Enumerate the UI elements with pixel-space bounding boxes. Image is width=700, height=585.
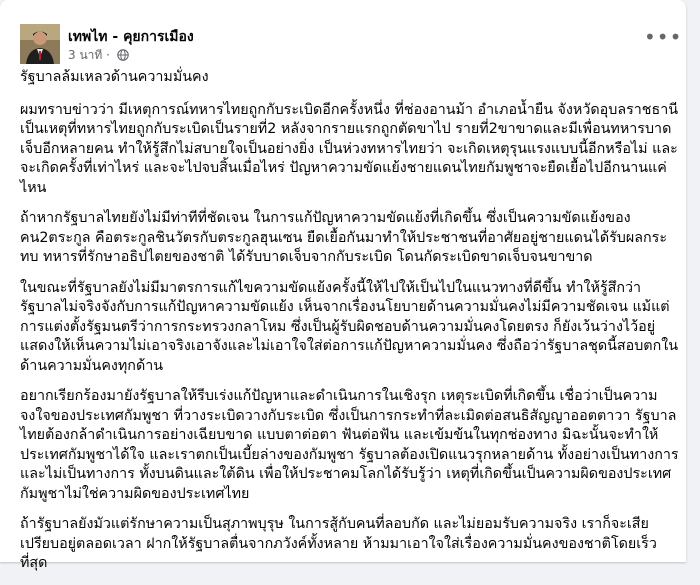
globe-icon[interactable] xyxy=(117,49,129,61)
post-text xyxy=(20,68,680,585)
post-paragraph: ถ้าหากรัฐบาลไทยยังไม่มีท่าทีที่ชัดเจน ในการแก้ปัญหาความขัดแย้งที่เกิดขึ้น ซึ่งเป็นความขัดแย้งของคน2ตระกูล คือตระกูลชินวัตรกับตระกูลฮุนเซน ยืดเยื้อกันมาทำให้ประชาชนที่อาศัยอยู่ชายแดนได้รับผลกระทบ ทหารที่รักษาอธิปไตยของชาติ ได้รับบาดเจ็บจากกับระเบิด โดนกัดระเบิดขาดเจ็บจนขาขาด xyxy=(20,210,668,265)
post-paragraph: ถ้ารัฐบาลยังมัวแต่รักษาความเป็นสุภาพบุรุษ ในการสู้กับคนที่ลอบกัด และไม่ยอมรับความจริง เราก็จะเสียเปรียบอยู่ตลอดเวลา ฝากให้รัฐบาลตื่นจากภวังค์ทั้งหลาย ห้ามมาเอาใจใส่เรื่องความมั่นคงของชาติโดยเร็วที่สุด xyxy=(20,516,657,571)
meta-separator: · xyxy=(106,48,110,62)
author-name[interactable]: เทพไท - คุยการเมือง xyxy=(68,29,194,45)
post-headline: รัฐบาลล้มเหลวด้านความมั่นคง xyxy=(20,69,209,85)
post-time[interactable]: 3 นาที xyxy=(68,48,103,62)
more-options-icon: ••• xyxy=(644,25,683,49)
avatar[interactable] xyxy=(20,24,60,64)
profile-photo-icon xyxy=(20,24,60,64)
post-meta xyxy=(68,46,129,65)
post-paragraph: ผมทราบข่าวว่า มีเหตุการณ์ทหารไทยถูกกับระเบิดอีกครั้งหนึ่ง ที่ช่องอานม้า อำเภอน้ำยืน จังหวัดอุบลราชธานี เป็นเหตุที่ทหารไทยถูกกับระเบิดเป็นรายที่2 หลังจากรายแรกถูกตัดขาไป รายที่2ขาขาดและมีเพื่อนทหารบาดเจ็บอีกหลายคน ทำให้รู้สึกไม่สบายใจเป็นอย่างยิ่ง เป็นห่วงทหารไทยว่า จะเกิดเหตุรุนแรงแบบนี้อีกหรือไม่ และจะเกิดครั้งที่เท่าไหร่ และจะไปจบสิ้นเมื่อไหร่ ปัญหาความขัดแย้งชายแดนไทยกัมพูชาจะยืดเยื้อไปอีกนานแค่ไหน xyxy=(20,101,679,196)
post-paragraph: ในขณะที่รัฐบาลยังไม่มีมาตรการแก้ไขความขัดแย้งครั้งนี้ให้ไปให้เป็นไปในแนวทางที่ดีขึ้น ทำให้รู้สึกว่ารัฐบาลไม่จริงจังกับการแก้ปัญหาความขัดแย้ง เห็นจากเรื่องนโยบายด้านความมั่นคงไม่มีความชัดเจน แม้แต่การแต่งตั้งรัฐมนตรีว่าการกระทรวงกลาโหม ซึ่งเป็นผู้รับผิดชอบด้านความมั่นคงโดยตรง ก็ยังเว้นว่างไว้อยู่ แสดงให้เห็นความไม่เอาจริงเอาจังและไม่เอาใจใส่ต่อการแก้ปัญหาความมั่นคง ซึ่งถือว่ารัฐบาลชุดนี้สอบตกในด้านความมั่นคงทุกด้าน xyxy=(20,279,678,374)
post-paragraph: อยากเรียกร้องมายังรัฐบาลให้รีบเร่งแก้ปัญหาและดำเนินการในเชิงรุก เหตุระเบิดที่เกิดขึ้น เชื่อว่าเป็นความจงใจของประเทศกัมพูชา ที่วางระเบิดวางกับระเบิด ซึ่งเป็นการกระทำที่ละเมิดต่อสนธิสัญญาออตตาวา รัฐบาลไทยต้องกล้าดำเนินการอย่างเฉียบขาด แบบตาต่อตา ฟันต่อฟัน และเข้มข้นในทุกช่องทาง มิฉะนั้นจะทำให้ประเทศกัมพูชาได้ใจ และเราตกเป็นเบี้ยล่างของกัมพูชา รัฐบาลต้องเปิดแนวรุกหลายด้าน ทั้งอย่างเป็นทางการและไม่เป็นทางการ ทั้งบนดินและใต้ดิน เพื่อให้ประชาคมโลกได้รับรู้ว่า เหตุที่เกิดขึ้นเป็นความผิดของประเทศกัมพูชาไม่ใช่ความผิดของประเทศไทย xyxy=(20,388,679,502)
post-header xyxy=(20,24,683,64)
more-options-button[interactable] xyxy=(644,25,683,50)
